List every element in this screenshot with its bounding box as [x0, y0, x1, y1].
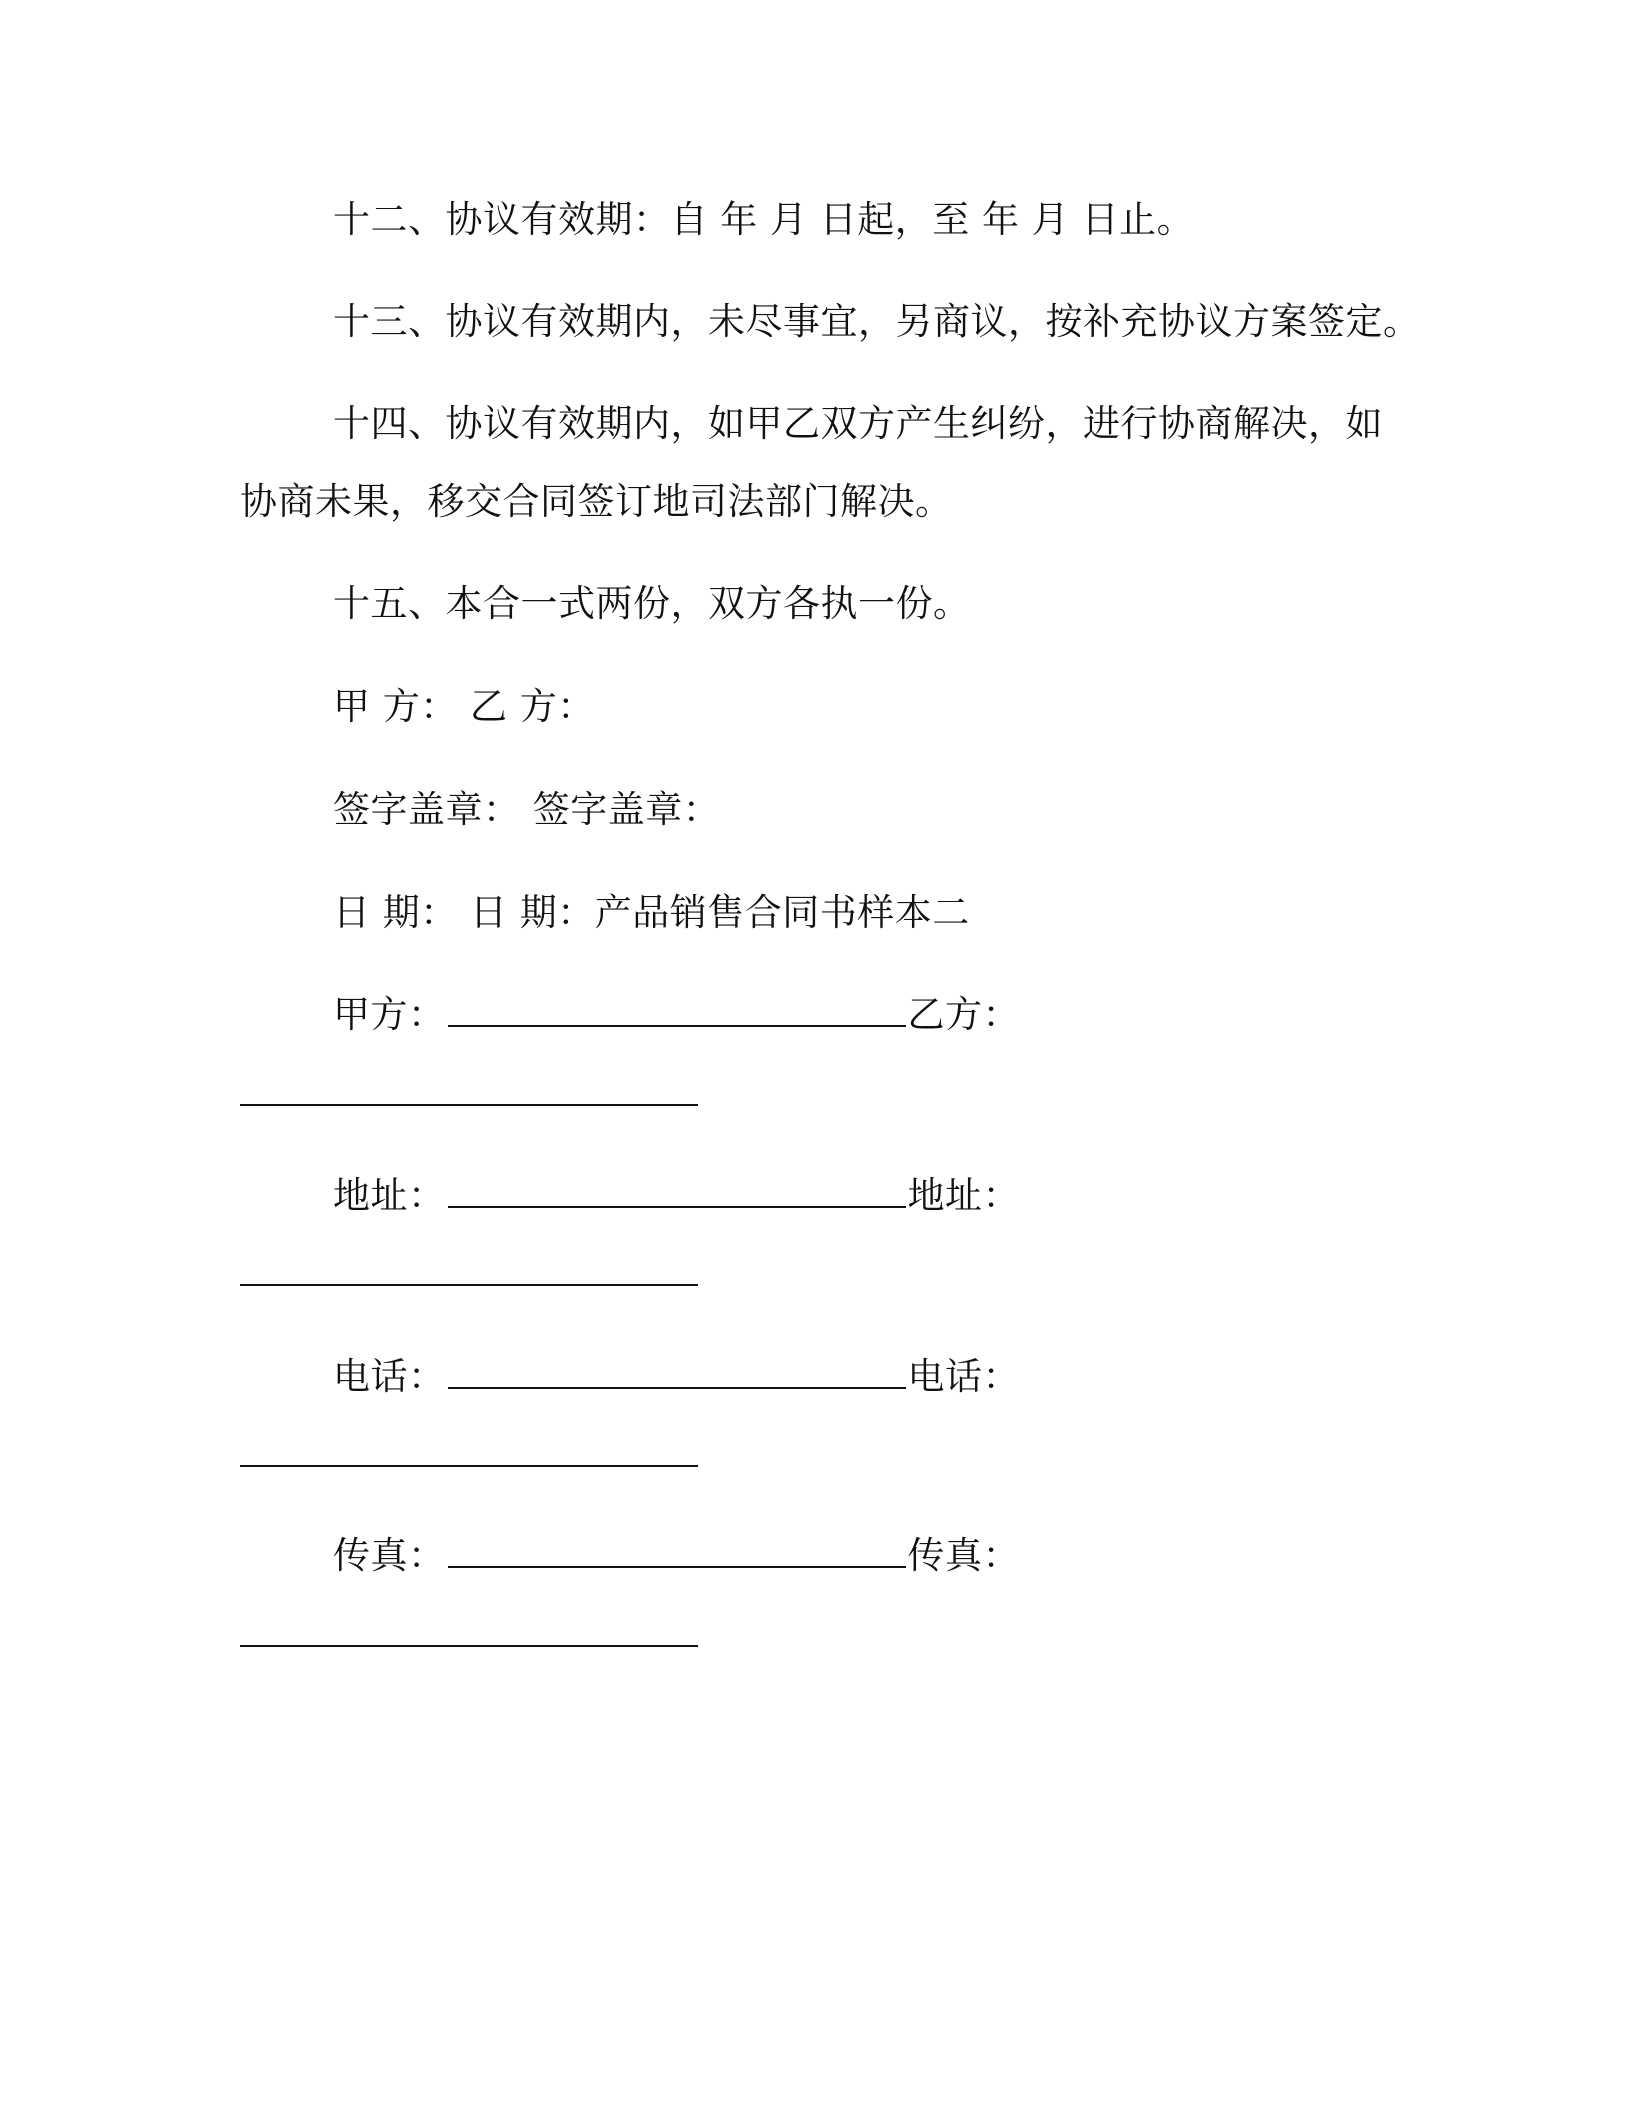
fax-b-blank-row: [240, 1611, 698, 1659]
clause-13: 十三、协议有效期内，未尽事宜，另商议，按补充协议方案签定。: [333, 300, 1421, 343]
signature-seal: 签字盖章： 签字盖章：: [333, 788, 721, 831]
address-b-label: 地址：: [907, 1174, 1020, 1217]
phone-b-label: 电话：: [907, 1355, 1020, 1398]
clause-14-line-1: 十四、协议有效期内，如甲乙双方产生纠纷，进行协商解决，如: [333, 402, 1383, 445]
address-b-blank-row: [240, 1250, 698, 1298]
phone-a-label: 电话：: [333, 1355, 446, 1398]
form-row-party: [333, 991, 1020, 1039]
address-a-blank: [448, 1200, 906, 1208]
form-row-phone: [333, 1353, 1020, 1401]
party-b-blank: [240, 1098, 698, 1106]
fax-a-blank: [448, 1560, 906, 1568]
address-b-blank: [240, 1278, 698, 1286]
form-row-address: [333, 1172, 1020, 1220]
form-row-fax: [333, 1532, 1020, 1580]
clause-15: 十五、本合一式两份，双方各执一份。: [333, 582, 971, 625]
party-b-blank-row: [240, 1070, 698, 1118]
address-a-label: 地址：: [333, 1174, 446, 1217]
signature-parties: 甲 方： 乙 方：: [333, 685, 595, 728]
clause-12: 十二、协议有效期：自 年 月 日起，至 年 月 日止。: [333, 198, 1195, 241]
fax-b-blank: [240, 1639, 698, 1647]
phone-b-blank: [240, 1459, 698, 1467]
party-b-label: 乙方：: [907, 993, 1020, 1036]
fax-b-label: 传真：: [907, 1534, 1020, 1577]
phone-a-blank: [448, 1381, 906, 1389]
phone-b-blank-row: [240, 1431, 698, 1479]
signature-date-and-heading: 日 期： 日 期：产品销售合同书样本二: [333, 891, 970, 934]
party-a-blank: [448, 1019, 906, 1027]
fax-a-label: 传真：: [333, 1534, 446, 1577]
party-a-label: 甲方：: [333, 993, 446, 1036]
clause-14-line-2: 协商未果，移交合同签订地司法部门解决。: [240, 480, 953, 523]
